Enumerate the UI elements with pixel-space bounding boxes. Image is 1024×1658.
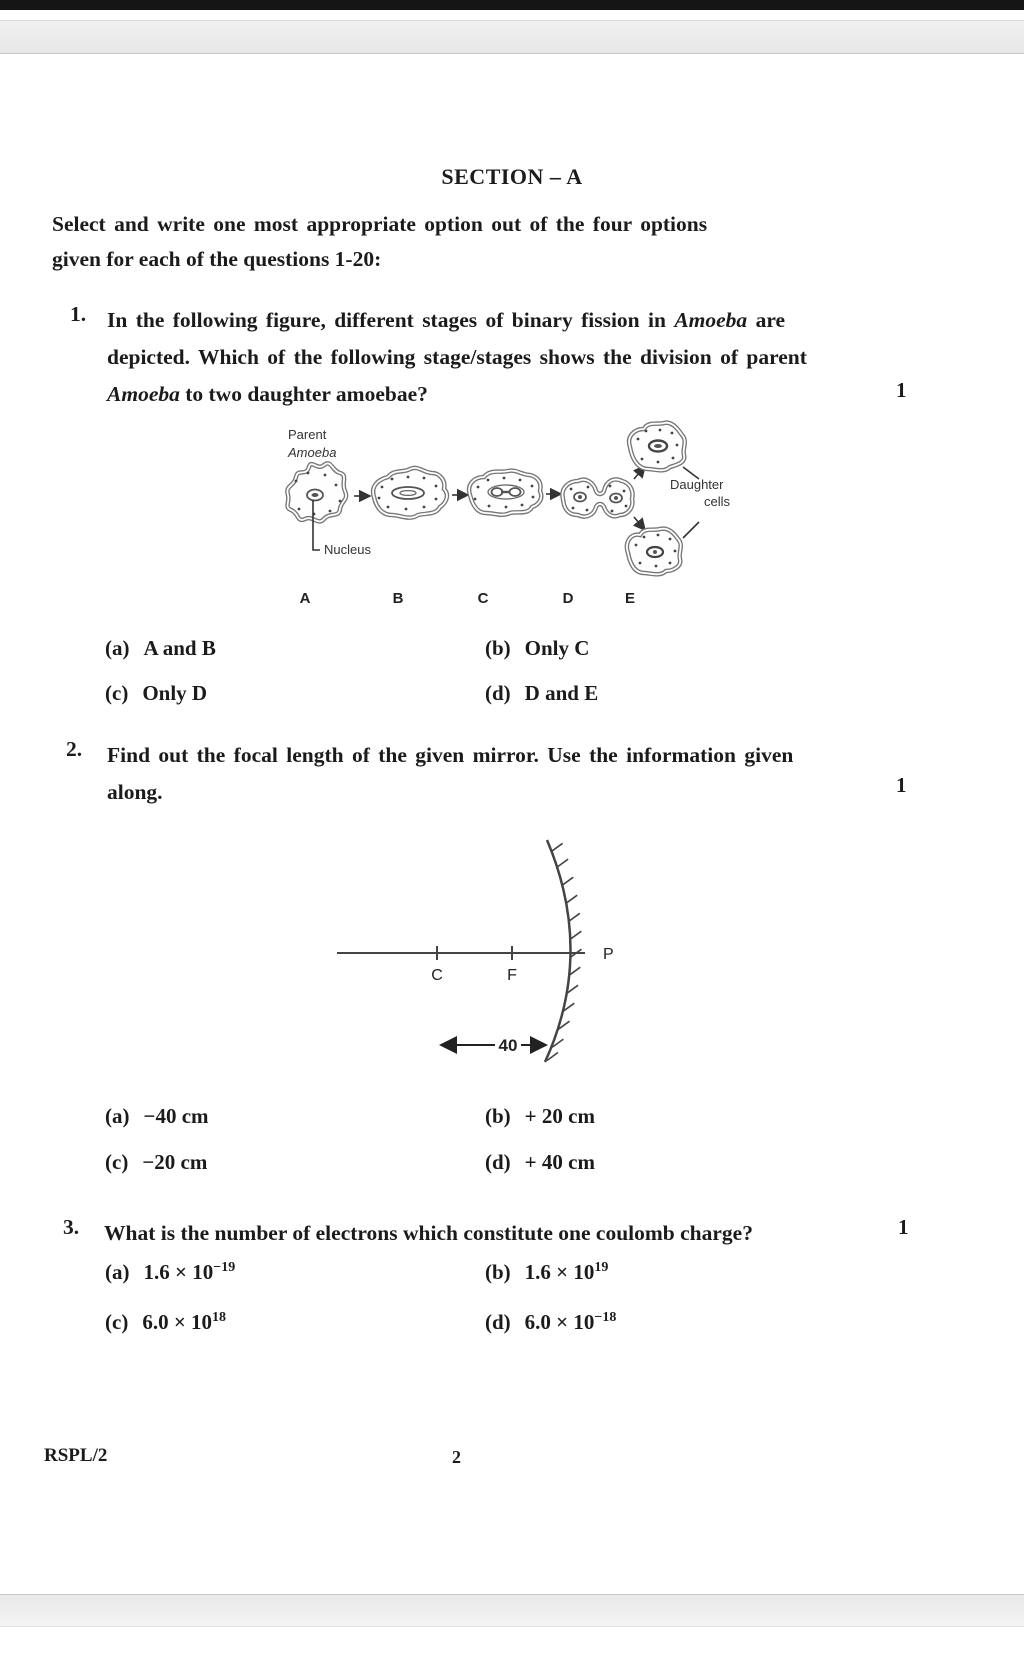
concave-mirror-diagram <box>315 833 635 1075</box>
option-value-exponent: −18 <box>594 1310 617 1325</box>
option-text: Only C <box>524 636 590 660</box>
option-value-base: 6.0 × 10 <box>142 1310 213 1334</box>
stage-b-cell <box>373 468 447 518</box>
question-1-text-segment: In the following figure, different stages of binary fission in <box>107 308 675 332</box>
option-value-base: 1.6 × 10 <box>143 1260 214 1284</box>
question-1-italic-amoeba: Amoeba <box>674 308 748 332</box>
question-3-number: 3. <box>63 1215 80 1239</box>
option-text: + 20 cm <box>524 1104 595 1128</box>
stage-d-cell <box>562 479 632 516</box>
instruction-text <box>52 207 892 277</box>
option-value-exponent: −19 <box>213 1260 236 1275</box>
instruction-line-1: Select and write one most appropriate option out of the four options <box>52 212 708 236</box>
question-1-text-segment: to two daughter amoebae? <box>179 382 428 406</box>
option-value-base: 6.0 × 10 <box>524 1310 595 1334</box>
centre-of-curvature-mark <box>431 946 443 984</box>
question-2-option-a <box>105 1104 209 1129</box>
option-label: (d) <box>485 1310 511 1334</box>
question-3-option-a <box>105 1260 235 1285</box>
question-1-line-1 <box>107 302 879 339</box>
option-text <box>525 1310 617 1334</box>
option-label: (b) <box>485 1260 511 1284</box>
question-1-option-a <box>105 636 216 661</box>
svg-text:F: F <box>507 967 517 984</box>
pointer-line <box>683 522 699 538</box>
question-1-option-b <box>485 636 589 661</box>
section-title: SECTION – A <box>441 164 583 189</box>
mirror-hatching <box>547 843 582 1060</box>
option-label: (c) <box>105 1310 129 1334</box>
question-3-option-c <box>105 1310 226 1335</box>
mirror-curve <box>545 840 571 1062</box>
option-label: (d) <box>485 681 511 705</box>
question-3-text <box>104 1215 894 1252</box>
question-1-text <box>107 302 879 413</box>
question-1-text-segment: are <box>747 308 786 332</box>
question-3-option-b <box>485 1260 608 1285</box>
option-text: + 40 cm <box>524 1150 595 1174</box>
option-text <box>144 1260 236 1284</box>
focus-mark <box>507 946 517 984</box>
stage-letter-e: E <box>624 590 636 607</box>
bottom-gray-band <box>0 1594 1024 1627</box>
paper-code: RSPL/2 <box>44 1445 108 1466</box>
svg-text:Amoeba: Amoeba <box>288 445 337 460</box>
svg-text:Daughter: Daughter <box>670 477 724 492</box>
option-label: (c) <box>105 1150 129 1174</box>
option-value-exponent: 18 <box>212 1310 227 1325</box>
option-label: (c) <box>105 681 129 705</box>
page-number: 2 <box>452 1447 461 1467</box>
binary-fission-diagram <box>258 403 743 610</box>
distance-value: 40 <box>498 1036 518 1055</box>
option-text <box>142 1310 226 1334</box>
question-2-text <box>107 737 879 811</box>
question-2-marks: 1 <box>896 773 907 797</box>
option-value-exponent: 19 <box>594 1260 609 1275</box>
svg-text:cells: cells <box>704 494 731 509</box>
top-gray-band <box>0 20 1024 54</box>
question-1-italic-amoeba: Amoeba <box>107 382 180 406</box>
option-label: (a) <box>105 636 130 660</box>
daughter-cell-top <box>629 423 685 471</box>
svg-text:C: C <box>431 967 443 984</box>
question-2-line-1: Find out the focal length of the given mirror. Use the information given <box>107 743 794 767</box>
stage-letter-c: C <box>477 590 489 607</box>
parent-amoeba-label <box>287 427 336 460</box>
option-text: A and B <box>143 636 216 660</box>
stage-letters <box>300 590 635 607</box>
arrow-icon <box>634 517 645 530</box>
option-label: (d) <box>485 1150 511 1174</box>
question-1-line-2: depicted. Which of the following stage/stages shows the division of parent <box>107 345 807 369</box>
stage-letter-a: A <box>299 590 311 607</box>
question-1-marks: 1 <box>896 378 907 402</box>
option-text: −20 cm <box>142 1150 208 1174</box>
instruction-line-2: given for each of the questions 1-20: <box>52 247 382 271</box>
option-text: Only D <box>142 681 208 705</box>
question-2-line-2: along. <box>107 780 163 804</box>
question-3-line-1: What is the number of electrons which constitute one coulomb charge? <box>104 1221 753 1245</box>
option-text: −40 cm <box>143 1104 209 1128</box>
stage-a-cell <box>287 463 346 521</box>
question-1-option-d <box>485 681 598 706</box>
option-label: (a) <box>105 1260 130 1284</box>
option-value-base: 1.6 × 10 <box>524 1260 595 1284</box>
question-1-number: 1. <box>70 302 87 326</box>
option-label: (b) <box>485 636 511 660</box>
daughter-cells-label <box>670 467 731 538</box>
stage-letter-b: B <box>392 590 404 607</box>
top-black-bar <box>0 0 1024 10</box>
stage-letter-d: D <box>562 590 574 607</box>
question-2-option-d <box>485 1150 595 1175</box>
option-text <box>525 1260 609 1284</box>
pole-label: P <box>603 946 614 963</box>
question-2-option-c <box>105 1150 207 1175</box>
daughter-cell-bottom <box>627 529 681 575</box>
question-3-marks: 1 <box>898 1215 909 1239</box>
svg-text:Parent: Parent <box>288 427 327 442</box>
distance-arrow <box>441 1036 546 1055</box>
svg-text:Nucleus: Nucleus <box>324 542 371 557</box>
option-label: (a) <box>105 1104 130 1128</box>
option-label: (b) <box>485 1104 511 1128</box>
stage-c-cell <box>469 471 541 515</box>
question-2-number: 2. <box>66 737 83 761</box>
option-text: D and E <box>524 681 599 705</box>
question-2-option-b <box>485 1104 595 1129</box>
question-1-option-c <box>105 681 207 706</box>
question-3-option-d <box>485 1310 616 1335</box>
